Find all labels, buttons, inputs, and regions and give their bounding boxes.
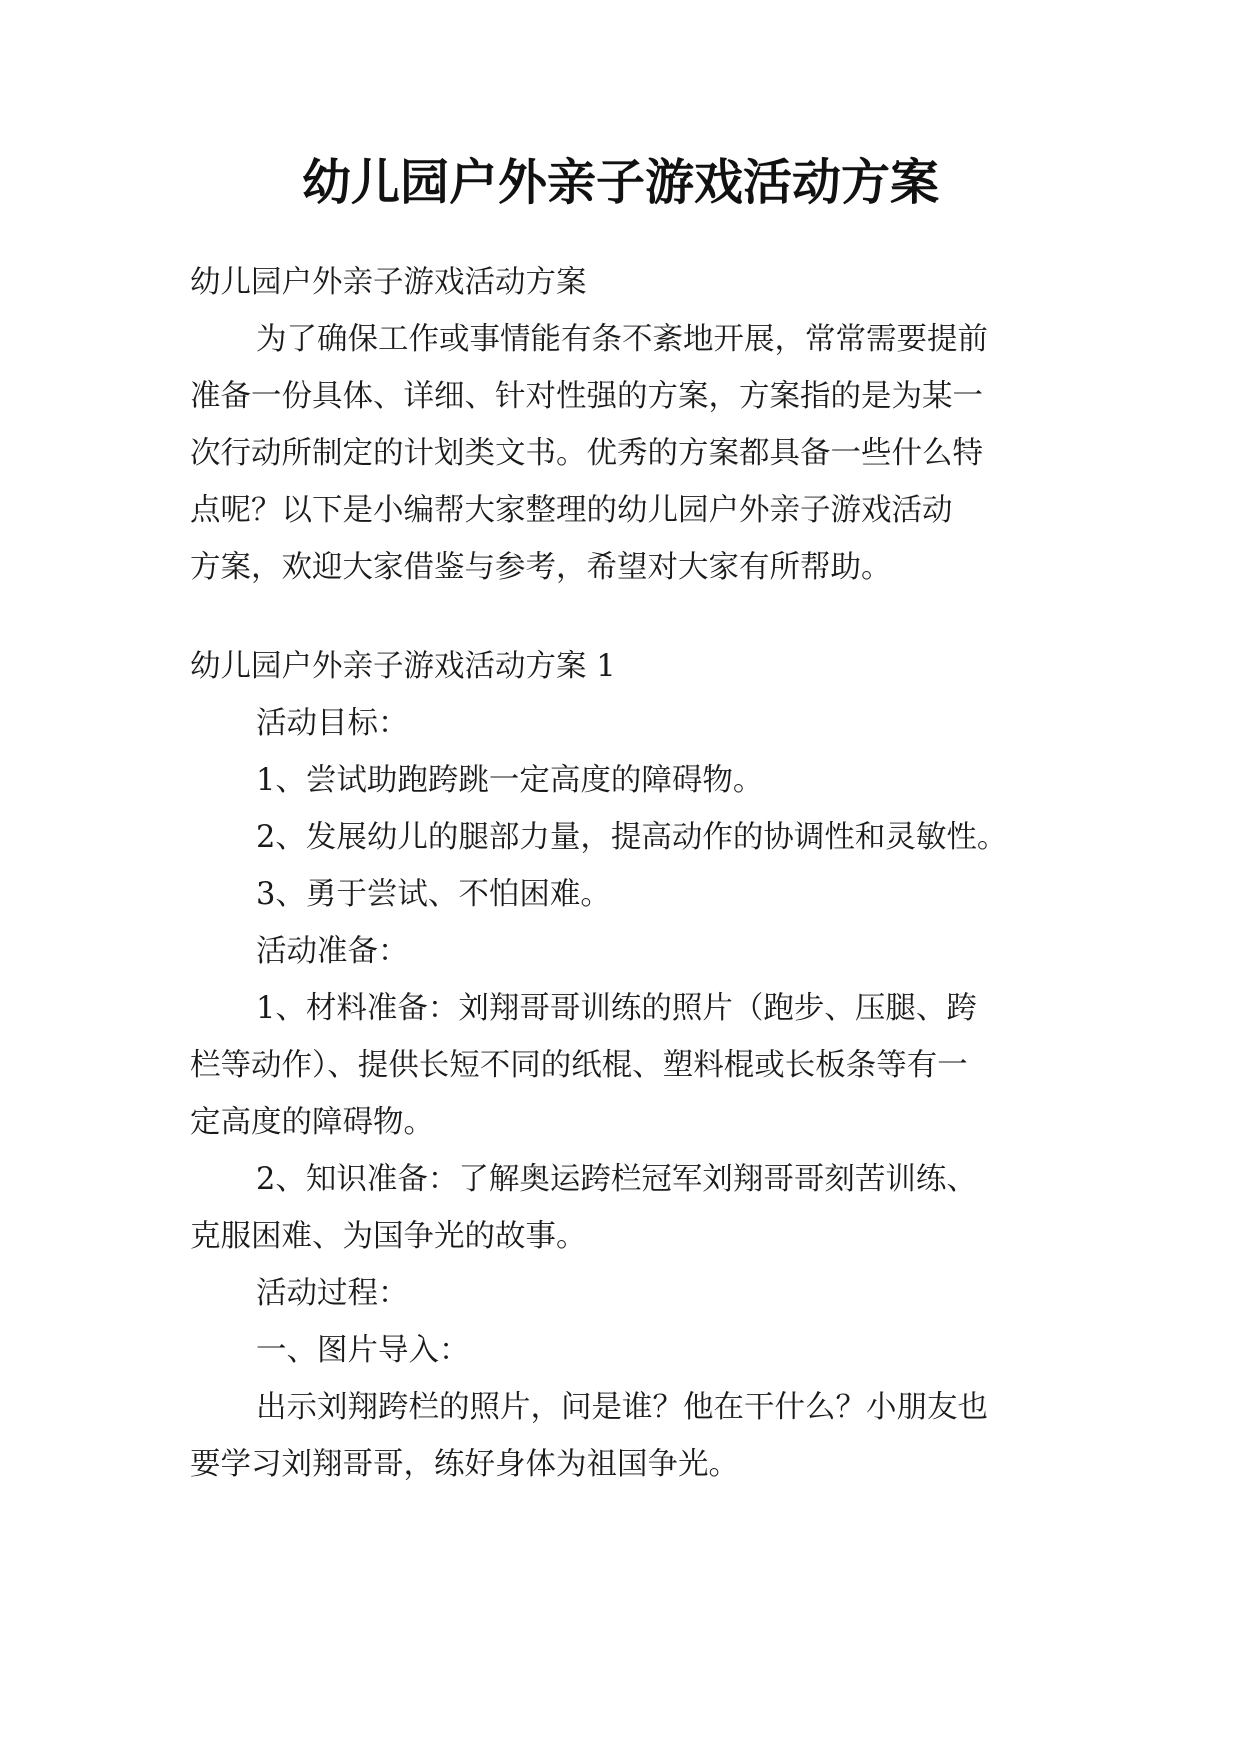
process-heading: 活动过程： (256, 1276, 409, 1311)
prep-knowledge-line: 2、知识准备：了解奥运跨栏冠军刘翔哥哥刻苦训练、 (256, 1162, 977, 1197)
intro-line: 为了确保工作或事情能有条不紊地开展，常常需要提前 (256, 322, 988, 357)
prep-knowledge-line: 克服困难、为国争光的故事。 (190, 1219, 587, 1254)
goal-item: 2、发展幼儿的腿部力量，提高动作的协调性和灵敏性。 (256, 820, 1008, 855)
step1-text-line: 要学习刘翔哥哥，练好身体为祖国争光。 (190, 1447, 739, 1482)
document-subtitle: 幼儿园户外亲子游戏活动方案 (190, 265, 587, 300)
goal-item: 1、尝试助跑跨跳一定高度的障碍物。 (256, 763, 764, 798)
section-heading: 幼儿园户外亲子游戏活动方案 1 (190, 649, 616, 684)
prep-material-line: 定高度的障碍物。 (190, 1105, 434, 1140)
prep-material-line: 栏等动作）、提供长短不同的纸棍、塑料棍或长板条等有一 (190, 1048, 968, 1083)
intro-line: 次行动所制定的计划类文书。优秀的方案都具备一些什么特 (190, 436, 983, 471)
step1-text-line: 出示刘翔跨栏的照片，问是谁？他在干什么？小朋友也 (256, 1390, 988, 1425)
step1-heading: 一、图片导入： (256, 1333, 470, 1368)
intro-line: 准备一份具体、详细、针对性强的方案，方案指的是为某一 (190, 379, 983, 414)
prep-heading: 活动准备： (256, 934, 409, 969)
goal-item: 3、勇于尝试、不怕困难。 (256, 877, 611, 912)
prep-material-line: 1、材料准备：刘翔哥哥训练的照片（跑步、压腿、跨 (256, 991, 977, 1026)
document-title: 幼儿园户外亲子游戏活动方案 (301, 153, 939, 211)
goals-heading: 活动目标： (256, 706, 409, 741)
intro-line: 方案，欢迎大家借鉴与参考，希望对大家有所帮助。 (190, 550, 892, 585)
intro-line: 点呢？以下是小编帮大家整理的幼儿园户外亲子游戏活动 (190, 493, 953, 528)
